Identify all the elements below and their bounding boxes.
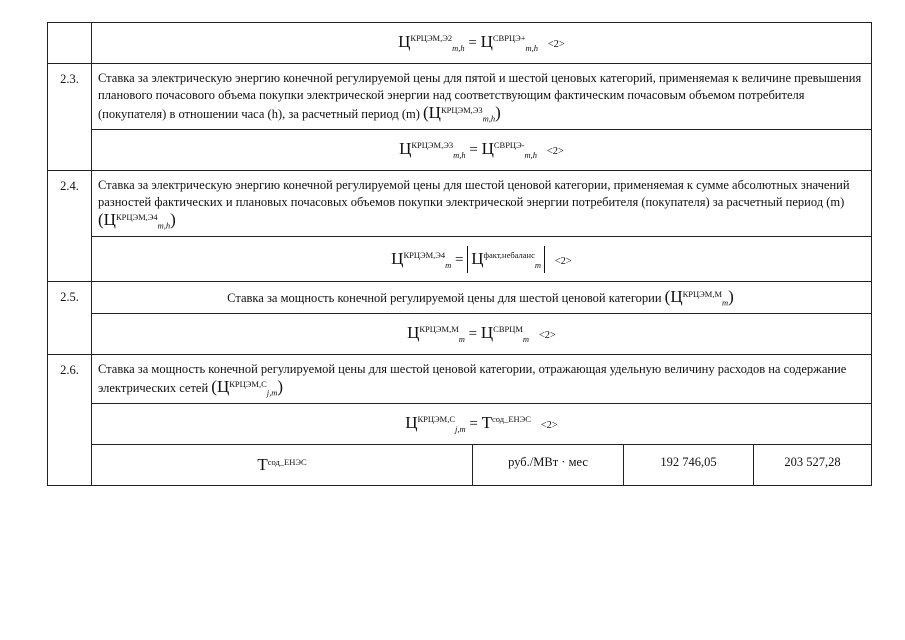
- table-row: [48, 355, 872, 404]
- values-table: [92, 445, 871, 485]
- tariff-table: [47, 22, 872, 486]
- table-row: [48, 64, 872, 130]
- footnote-ref: <2>: [546, 146, 564, 157]
- description-cell: [92, 355, 872, 404]
- formula-cell: [92, 23, 872, 64]
- table-row: [48, 171, 872, 237]
- formula-cell: [92, 314, 872, 355]
- description-2-4: Ставка за электрическую энергию конечной регулируемой цены для шестой ценовой категории, применяемая к сумме абсолютных значений разностей фактических и плановых почасовых объемов покупки электрической энергии потребителя (покупателя) за расчетный период (m) $(Ц^{КРЦЭМ,Э4}_{m,h})$: [98, 178, 850, 231]
- row-number: 2.3.: [48, 64, 92, 171]
- row-number: 2.5.: [48, 282, 92, 355]
- footnote-ref: <2>: [547, 39, 565, 50]
- row-number: 2.6.: [48, 355, 92, 486]
- table-row: [48, 23, 872, 64]
- values-cell: [92, 445, 872, 486]
- footnote-ref: <2>: [554, 256, 572, 267]
- description-2-5: Ставка за мощность конечной регулируемой цены для шестой ценовой категории $(Ц^{КРЦЭМ,М}_m)$: [227, 287, 734, 308]
- table-row: [48, 445, 872, 486]
- row-number: 2.4.: [48, 171, 92, 282]
- description-2-6: Ставка за мощность конечной регулируемой цены для шестой ценовой категории, отражающая удельную величину расходов на содержание электрических сетей $(Ц^{КРЦЭМ,С}_{j,m})$: [98, 362, 847, 398]
- unit-cell: руб./МВт · мес: [473, 445, 624, 485]
- absolute-value: $Ц^{факт,небаланс}_m$: [467, 246, 545, 273]
- formula-e2: $Ц^{КРЦЭМ,Э2}_{m,h} = Ц^{СВРЦЭ+}_{m,h} <2>$: [398, 32, 565, 53]
- footnote-ref: <2>: [540, 420, 558, 431]
- table-row: [48, 404, 872, 445]
- footnote-ref: <2>: [538, 330, 556, 341]
- description-cell: [92, 64, 872, 130]
- formula-m: $Ц^{КРЦЭМ,М}_m = Ц^{СВРЦМ}_m <2>$: [407, 323, 556, 344]
- formula-cell: [92, 404, 872, 445]
- formula-e4: $Ц^{КРЦЭМ,Э4}_m = Ц^{факт,небаланс}_m <2>$: [92, 237, 871, 281]
- formula-cell: [92, 130, 872, 171]
- formula-e3: $Ц^{КРЦЭМ,Э3}_{m,h} = Ц^{СВРЦЭ-}_{m,h} <2>$: [399, 139, 564, 160]
- param-name-cell: $Т^{сод\_ЕНЭС}$: [257, 455, 307, 474]
- value-cell-1: 192 746,05: [624, 445, 754, 485]
- value-cell-2: 203 527,28: [754, 445, 872, 485]
- description-cell: [92, 282, 872, 314]
- row-number-cell: [48, 23, 92, 64]
- formula-c: $Ц^{КРЦЭМ,С}_{j,m} = Т^{сод\_ЕНЭС} <2>$: [405, 413, 558, 434]
- table-row: [48, 314, 872, 355]
- description-cell: [92, 171, 872, 237]
- table-row: [48, 282, 872, 314]
- table-row: [48, 237, 872, 282]
- description-2-3: Ставка за электрическую энергию конечной регулируемой цены для пятой и шестой ценовых категорий, применяемая к величине превышения планового почасового объема покупки электрической энергии над соответствующим фактическим почасовым объемом потребителя (покупателя) в отношении часа (h), за расчетный период (m) $(Ц^{КРЦЭМ,Э3}_{m,h})$: [98, 71, 862, 124]
- formula-cell: [92, 237, 872, 282]
- table-row: [48, 130, 872, 171]
